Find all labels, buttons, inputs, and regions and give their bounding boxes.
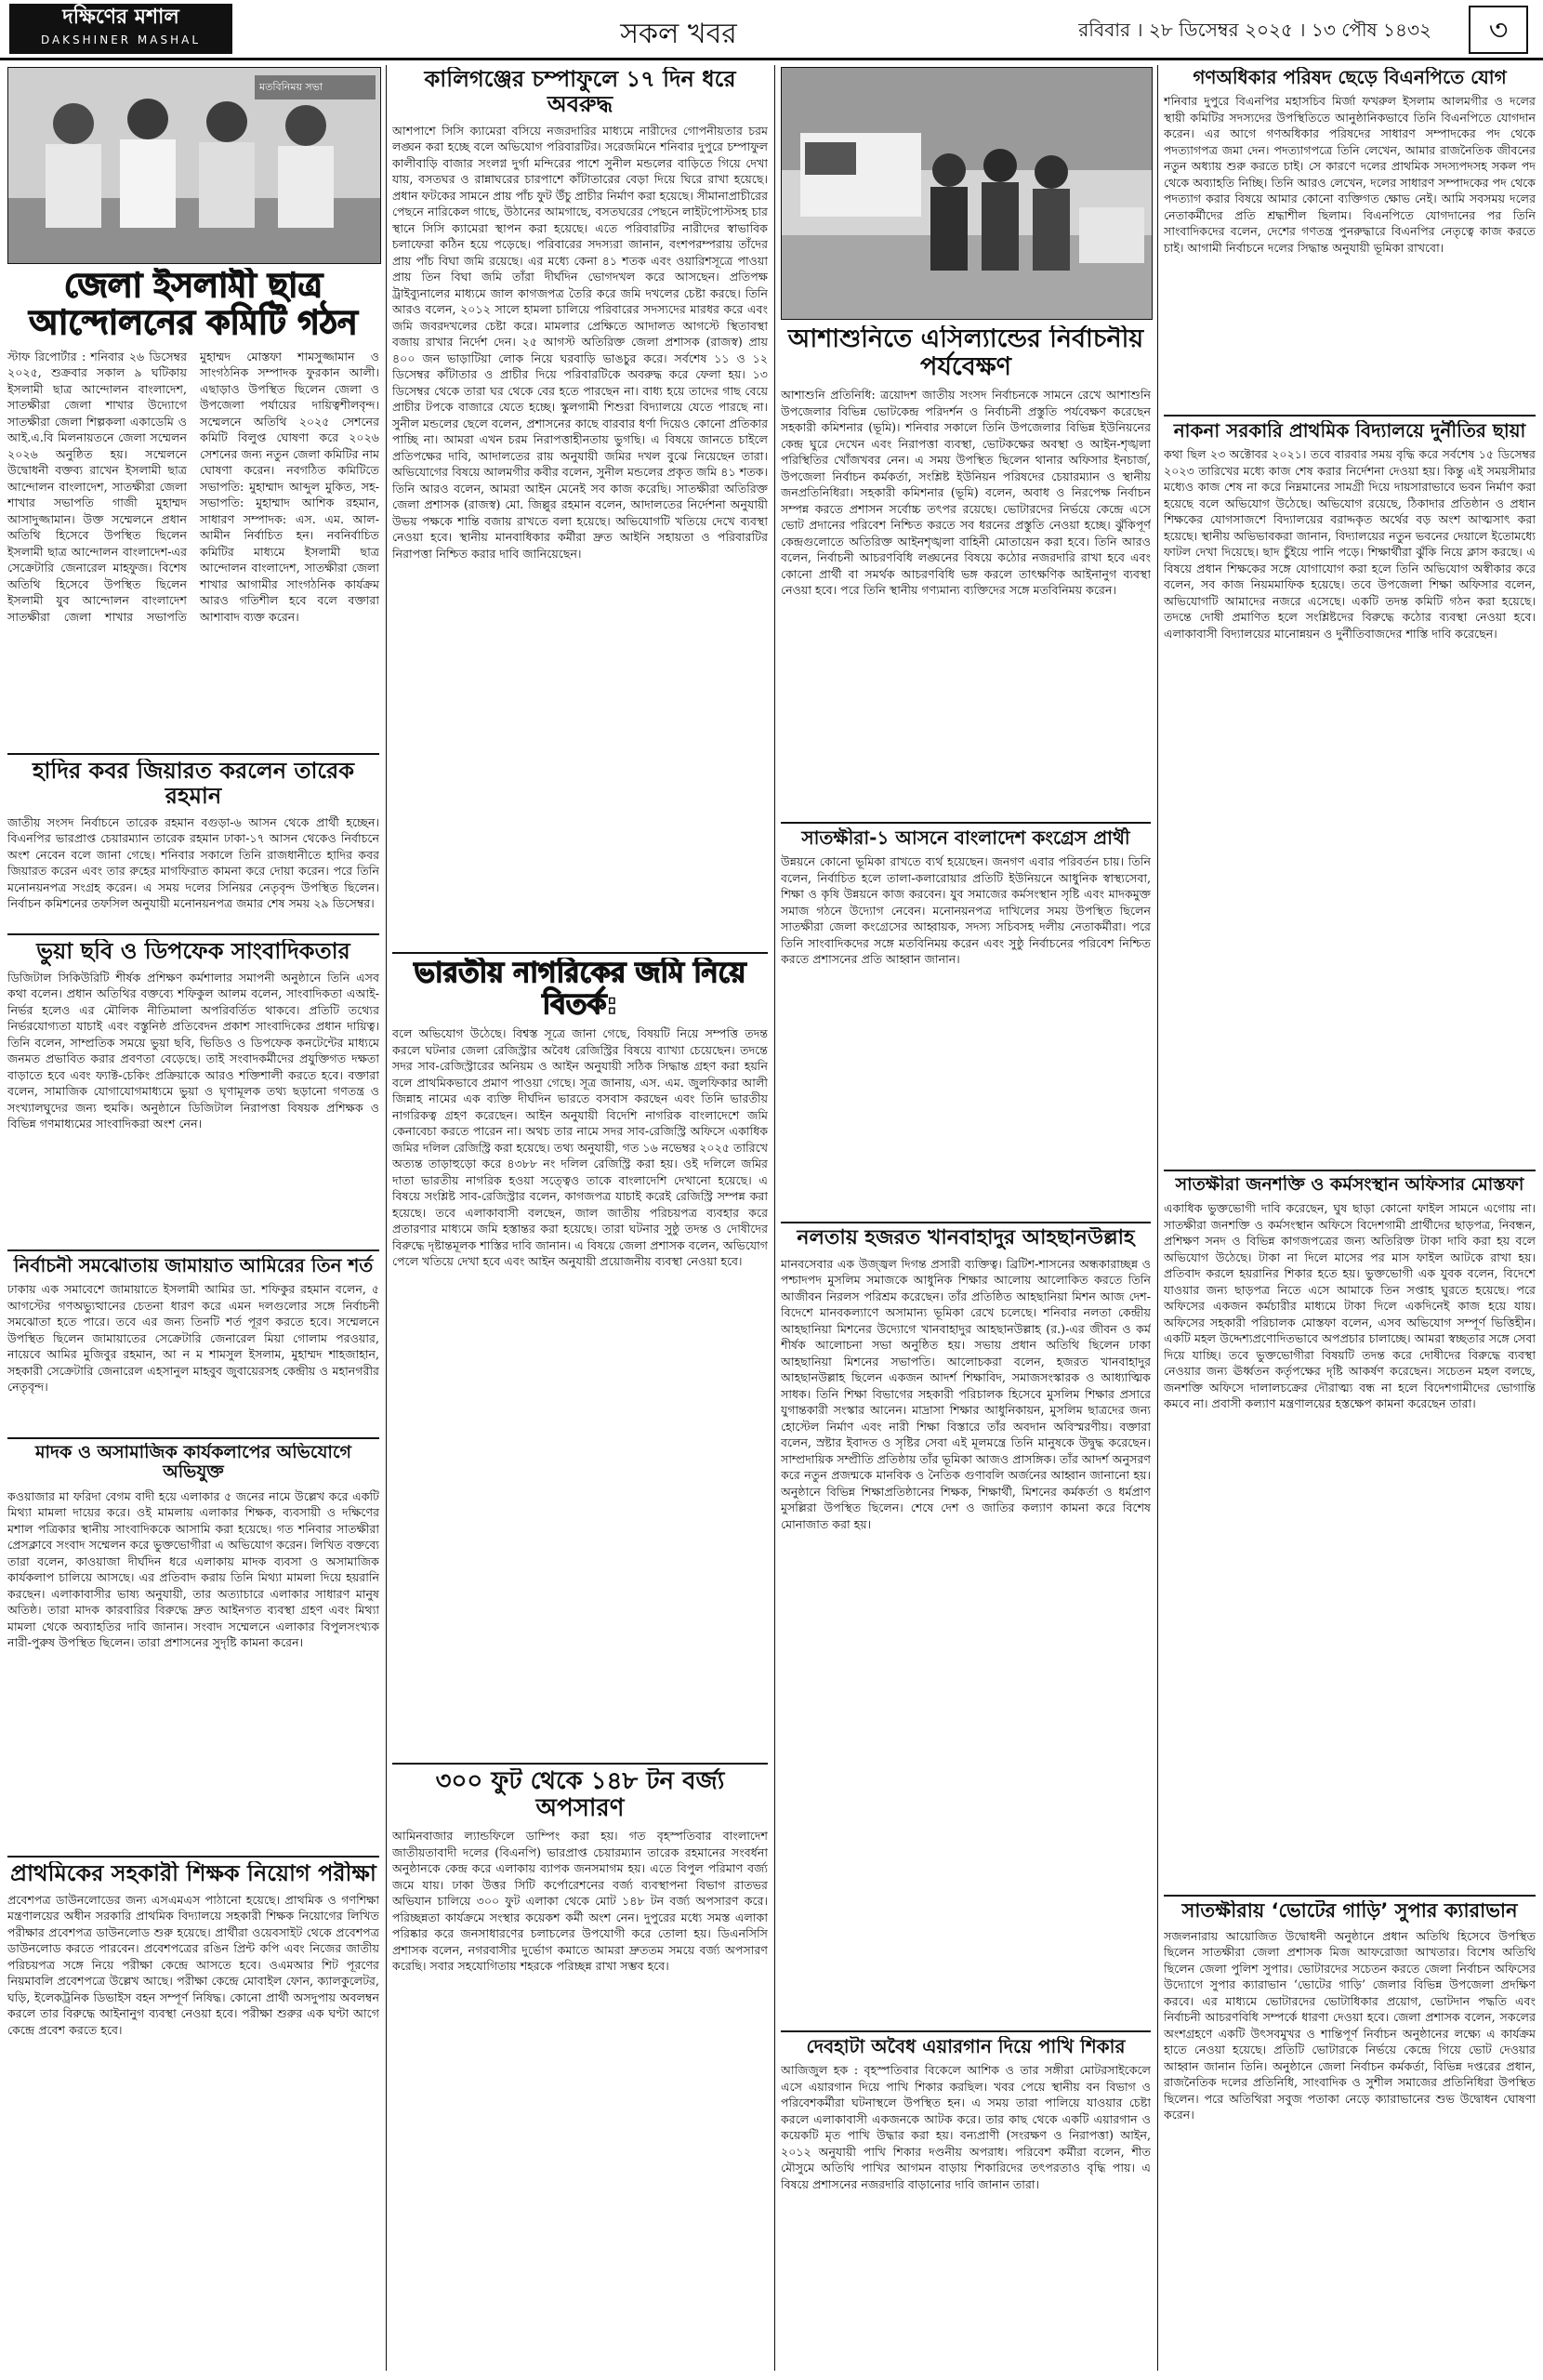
photo-banner-text: মতবিনিময় সভা [259, 81, 323, 93]
headline-madok: মাদক ও অসামাজিক কার্যকলাপের অভিযোগে অভিযুক্ত [35, 1443, 351, 1483]
story-divider [7, 1437, 379, 1439]
headline-kaliganj: কালিগঞ্জের চম্পাফুলে ১৭ দিন ধরে অবরুদ্ধ [424, 67, 736, 117]
body-borjo: আমিনবাজার ল্যান্ডফিলে ডাম্পিং করা হয়। গত বৃহস্পতিবার বাংলাদেশ জাতীয়তাবাদী দলের (বিএনপি) ভারপ্রাপ্ত চেয়ারম্যান তারেক রহমানের সংবর্ধনা অনুষ্ঠানকে কেন্দ্র করে এলাকায় ব্যাপক জনসমাগম হয়। এতে বিপুল পরিমাণ বর্জ্য জমে যায়। ঢাকা উত্তর সিটি কর্পোরেশনের বর্জ্য ব্যবস্থাপনা বিভাগ রাতভর অভিযান চালিয়ে ৩০০ ফুট এলাকা থেকে মোট ১৪৮ টন বর্জ্য অপসারণ করে। পরিচ্ছন্নতা কার্যক্রমে সংস্থার কয়েকশ কর্মী অংশ নেন। দুপুরের মধ্যে সমস্ত এলাকা পরিষ্কার করে জনসাধারণের চলাচলের উপযোগী করে তোলা হয়। ডিএনসিসি প্রশাসক বলেন, নগরবাসীর দুর্ভোগ কমাতে আমরা দ্রুততম সময়ে বর্জ্য অপসারণ করেছি। সবার সহযোগিতায় শহরকে পরিচ্ছন্ন রাখা সম্ভব হবে। [392, 1829, 768, 1974]
story-madok [7, 1443, 379, 1852]
headline-islami-chhatra: জেলা ইসলামী ছাত্র আন্দোলনের কমিটি গঠন [29, 268, 358, 343]
ashashuni-photo [781, 67, 1153, 320]
story-tarek-rahman [7, 759, 379, 930]
story-jonoshakti [1164, 1175, 1536, 1891]
story-nakna [1164, 420, 1536, 1166]
story-islami-chhatra [7, 268, 379, 749]
story-divider [392, 1763, 768, 1765]
story-ashashuni [781, 325, 1151, 818]
logo-english: DAKSHINER MASHAL [40, 33, 202, 46]
headline-tarek-rahman: হাদির কবর জিয়ারত করলেন তারেক রহমান [32, 759, 355, 809]
body-debhata: আজিজুল হক : বৃহস্পতিবার বিকেলে আশিক ও তার সঙ্গীরা মোটরসাইকেলে এসে এয়ারগান দিয়ে পাখি শিকার করছিল। খবর পেয়ে স্থানীয় বন বিভাগ ও পরিবেশকর্মীরা ঘটনাস্থলে উপস্থিত হন। এ সময় তারা পালিয়ে যাওয়ার চেষ্টা করলে এলাকাবাসী একজনকে আটক করে। তার কাছ থেকে একটি এয়ারগান ও কয়েকটি মৃত পাখি উদ্ধার করা হয়। বন্যপ্রাণী (সংরক্ষণ ও নিরাপত্তা) আইন, ২০১২ অনুযায়ী পাখি শিকার দণ্ডনীয় অপরাধ। পরিবেশ কর্মীরা বলেন, শীত মৌসুমে অতিথি পাখির আগমন বাড়ায় শিকারিদের তৎপরতাও বৃদ্ধি পায়। এ বিষয়ে প্রশাসনের নজরদারি বাড়ানোর দাবি জানান তারা। [781, 2063, 1151, 2191]
body-madok: কওয়াজার মা ফরিদা বেগম বাদী হয়ে এলাকার ৫ জনের নামে উল্লেখ করে একটি মিথ্যা মামলা দায়ের করে। ওই মামলায় এলাকার শিক্ষক, ব্যবসায়ী ও দক্ষিণের মশাল পত্রিকার স্থানীয় সাংবাদিককে আসামি করা হয়েছে। গত শনিবার সাতক্ষীরা প্রেসক্লাবে সংবাদ সম্মেলন করে ভুক্তভোগীরা এ অভিযোগ করেন। লিখিত বক্তব্যে তারা বলেন, কাওয়াজা দীর্ঘদিন ধরে এলাকায় মাদক ব্যবসা ও অসামাজিক কার্যকলাপ চালিয়ে আসছে। এর প্রতিবাদ করায় তিনি মিথ্যা মামলা দিয়ে হয়রানি করছেন। এলাকাবাসীর ভাষ্য অনুযায়ী, তার অত্যাচারে এলাকার সাধারণ মানুষ অতিষ্ঠ। তারা মাদক কারবারির বিরুদ্ধে দ্রুত আইনগত ব্যবস্থা গ্রহণ এবং মিথ্যা মামলা থেকে অব্যাহতির দাবি জানান। সংবাদ সম্মেলনে এলাকার বিপুলসংখ্যক নারী-পুরুষ উপস্থিত ছিলেন। তারা প্রশাসনের সুদৃষ্টি কামনা করেন। [7, 1488, 379, 1650]
story-hazrat [781, 1227, 1151, 2027]
story-bharatiyo [392, 958, 768, 1759]
headline-bharatiyo: ভারতীয় নাগরিকের জমি নিয়ে বিতর্ক: [414, 958, 746, 1021]
body-kaliganj: আশপাশে সিসি ক্যামেরা বসিয়ে নজরদারির মাধ্যমে নারীদের গোপনীয়তার চরম লঙ্ঘন করা হচ্ছে বলে অভিযোগ পরিবারটির। সরেজমিনে শনিবার দুপুরে চম্পাফুল কালীবাড়ি বাজার সংলগ্ন দুর্গা মন্দিরের পাশে সুনীল মন্ডলের বাড়িতে গিয়ে দেখা যায়, বসতঘর ও রান্নাঘরের চারপাশে কাঁটাতারের বেড়া দিয়ে ঘিরে রাখা হয়েছে। প্রধান ফটকের সামনে প্রায় পাঁচ ফুট উঁচু প্রাচীর নির্মাণ করা হয়েছে। সীমানাপ্রাচীরের পেছনে নারিকেল গাছে, উঠানের আমগাছে, বসতঘরের পেছনে লাইটপোস্টসহ চার স্থানে সিসি ক্যামেরা স্থাপন করা হয়েছে। এতে পরিবারটির নারীদের স্বাভাবিক চলাফেরা কঠিন হয়ে পড়েছে। পরিবারের সদস্যরা জানান, বংশপরম্পরায় তাঁদের প্রায় পাঁচ বিঘা জমি রয়েছে। এর মধ্যে কেনা ৪১ শতক এবং ওয়ারিশসূত্রে পাওয়া প্রায় তিন বিঘা জমি তাঁরা দীর্ঘদিন ভোগদখল করে আসছেন। প্রতিপক্ষ ট্রাইব্যুনালের মাধ্যমে জাল কাগজপত্র তৈরি করে জমি দখলের চেষ্টা করছে। তিনি আরও বলেন, ২০১২ সালে হামলা চালিয়ে পরিবারের সদস্যদের মারধর করে এবং জমি জবরদখলের চেষ্টা করে। মামলার প্রেক্ষিতে আদালত আগস্টে স্থিতাবস্থা বজায় রাখার নির্দেশ দেন। ২৫ আগস্ট অতিরিক্ত জেলা প্রশাসক (রাজস্ব) প্রায় ৪০০ জন ভাড়াটিয়া লোক নিয়ে ঘরবাড়ি ভাঙচুর করে। সর্বশেষ ১১ ও ১২ ডিসেম্বর কাঁটাতার ও প্রাচীর দিয়ে পরিবারটিকে অবরুদ্ধ করে ফেলা হয়। ১৩ ডিসেম্বর থেকে তারা ঘর থেকে বের হতে পারছেন না। বাধ্য হয়ে তাদের গাছ বেয়ে প্রাচীর টপকে বাজারে যেতে হচ্ছে। স্কুলগামী শিশুরা বিদ্যালয়ে যেতে পারছে না। সুনীল মন্ডলের ছেলে বলেন, প্রশাসনের কাছে বারবার ধর্ণা দিয়েও কোনো প্রতিকার পাচ্ছি না। আমরা এখন চরম নিরাপত্তাহীনতায় ভুগছি। এ বিষয়ে জানতে চাইলে প্রতিপক্ষের দাবি, আদালতের রায় অনুযায়ী জমির দখল বুঝে নিয়েছেন তারা। অভিযোগের বিষয়ে আলমগীর কবীর বলেন, সুনীল মন্ডলের প্রকৃত জমি ৪১ শতক। তিনি আরও বলেন, আমরা আইন মেনেই সব কাজ করেছি। সাতক্ষীরা অতিরিক্ত জেলা প্রশাসক (রাজস্ব) মো. জিল্লুর রহমান বলেন, আদালতের নির্দেশনা অনুযায়ী উভয় পক্ষকে শান্তি বজায় রাখতে বলা হয়েছে। অভিযোগটি খতিয়ে দেখে ব্যবস্থা নেওয়া হবে। স্থানীয় মানবাধিকার কর্মীরা দ্রুত আইনি সহায়তা ও পরিবারটির নিরাপত্তা নিশ্চিত করার দাবি জানিয়েছেন। [392, 123, 768, 561]
story-divider [1164, 1895, 1536, 1897]
body-ashashuni: আশাশুনি প্রতিনিধি: ত্রয়োদশ জাতীয় সংসদ নির্বাচনকে সামনে রেখে আশাশুনি উপজেলার বিভিন্ন ভোটকেন্দ্র পরিদর্শন ও নির্বাচনী প্রস্তুতি পর্যবেক্ষণ করেছেন সহকারী কমিশনার (ভূমি)। শনিবার সকালে তিনি উপজেলার বিভিন্ন ইউনিয়নের কেন্দ্র ঘুরে দেখেন এবং নিরাপত্তা ব্যবস্থা, ভোটকক্ষের অবস্থা ও আইন-শৃঙ্খলা পরিস্থিতির খোঁজখবর নেন। এ সময় উপস্থিত ছিলেন থানার অফিসার ইনচার্জ, উপজেলা নির্বাচন কর্মকর্তা, সংশ্লিষ্ট ইউনিয়ন পরিষদের চেয়ারম্যান ও স্থানীয় জনপ্রতিনিধিরা। সহকারী কমিশনার (ভূমি) বলেন, অবাধ ও নিরপেক্ষ নির্বাচন সম্পন্ন করতে প্রশাসন সর্বোচ্চ তৎপর রয়েছে। ভোটারদের নির্ভয়ে কেন্দ্রে এসে ভোট প্রদানের পরিবেশ নিশ্চিত করতে সব ধরনের প্রস্তুতি নেওয়া হচ্ছে। ঝুঁকিপূর্ণ কেন্দ্রগুলোতে অতিরিক্ত আইনশৃঙ্খলা বাহিনী মোতায়েন করা হবে। তিনি আরও বলেন, নির্বাচনী আচরণবিধি লঙ্ঘনের বিষয়ে কঠোর নজরদারি রাখা হবে এবং কোনো প্রার্থী বা সমর্থক আচরণবিধি ভঙ্গ করলে তাৎক্ষণিক আইনানুগ ব্যবস্থা নেওয়া হবে। পরে তিনি স্থানীয় গণ্যমান্য ব্যক্তিদের সঙ্গে মতবিনিময় করেন। [781, 388, 1151, 598]
story-divider [781, 1222, 1151, 1223]
headline-debhata: দেবহাটা অবৈধ এয়ারগান দিয়ে পাখি শিকার [806, 2036, 1126, 2057]
body-jamaat: ঢাকায় এক সমাবেশে জামায়াতে ইসলামী আমির ডা. শফিকুর রহমান বলেন, ৫ আগস্টের গণঅভ্যুত্থানের চেতনা ধারণ করে এমন দলগুলোর সঙ্গে নির্বাচনী সমঝোতা হতে পারে। তবে এর জন্য তিনটি শর্ত পূরণ করতে হবে। সম্মেলনে উপস্থিত ছিলেন জামায়াতের সেক্রেটারি জেনারেল মিয়া গোলাম পরওয়ার, নায়েবে আমির মুজিবুর রহমান, আ ন ম শামসুল ইসলাম, মুহাম্মদ শাহজাহান, সহকারী সেক্রেটারি জেনারেল এহসানুল মাহবুব জুবায়েরসহ কেন্দ্রীয় ও মহানগরীর নেতৃবৃন্দ। [7, 1282, 379, 1395]
body-bharatiyo: বলে অভিযোগ উঠেছে। বিশ্বস্ত সূত্রে জানা গেছে, বিষয়টি নিয়ে সম্পত্তি তদন্ত করলে ঘটনার জেলা রেজিস্ট্রার অবৈধ রেজিস্ট্রির বিষয়ে ব্যাখ্যা চেয়েছেন। তদন্তে সদর সাব-রেজিস্ট্রারের অনিয়ম ও আইন অনুযায়ী সঠিক সিদ্ধান্ত গ্রহণ করা হয়নি বলে প্রাথমিকভাবে প্রমাণ পাওয়া গেছে। সূত্র জানায়, এস. এম. জুলফিকার আলী জিন্নাহ নামের এক ব্যক্তি দীর্ঘদিন ভারতে বসবাস করছেন এবং তিনি ভারতীয় নাগরিকত্ব গ্রহণ করেছেন। আইন অনুযায়ী বিদেশি নাগরিক বাংলাদেশে জমি কেনাবেচা করতে পারেন না। অথচ তার নামে সদর সাব-রেজিস্ট্রি অফিসে একাধিক জমির দলিল রেজিস্ট্রি করা হয়েছে। তথ্য অনুযায়ী, গত ১৬ নভেম্বর ২০২৫ তারিখে অত্যন্ত তাড়াহুড়ো করে ৪৩৮৮ নং দলিল রেজিস্ট্রি করা হয়। ওই দলিলে জমির দাতা ভারতীয় নাগরিক হওয়া সত্ত্বেও তাকে বাংলাদেশি দেখানো হয়েছে। এ বিষয়ে সংশ্লিষ্ট সাব-রেজিস্ট্রার বলেন, কাগজপত্র যাচাই করেই রেজিস্ট্রি সম্পন্ন করা হয়েছে। তবে এলাকাবাসী বলছেন, জাল জাতীয় পরিচয়পত্র ব্যবহার করে প্রতারণার মাধ্যমে জমি হস্তান্তর করা হয়েছে। তারা ঘটনার সুষ্ঠু তদন্ত ও দোষীদের বিরুদ্ধে দৃষ্টান্তমূলক শাস্তির দাবি জানান। এ বিষয়ে জেলা প্রশাসক বলেন, অভিযোগ পেলে খতিয়ে দেখা হবে এবং আইন অনুযায়ী প্রয়োজনীয় ব্যবস্থা নেওয়া হবে। [392, 1026, 768, 1269]
column-rule [386, 65, 387, 2371]
story-jamaat [7, 1255, 379, 1434]
story-debhata [781, 2036, 1151, 2371]
column-rule [774, 65, 775, 2371]
story-divider [7, 1250, 379, 1251]
body-caravan: সজলনারায় আয়োজিত উদ্বোধনী অনুষ্ঠানে প্রধান অতিথি হিসেবে উপস্থিত ছিলেন সাতক্ষীরা জেলা প্রশাসক মিজ আফরোজা আখতার। বিশেষ অতিথি ছিলেন জেলা পুলিশ সুপার। ভোটারদের সচেতন করতে জেলা নির্বাচন অফিসের উদ্যোগে সুপার ক্যারাভান ‘ভোটের গাড়ি’ জেলার বিভিন্ন উপজেলা প্রদক্ষিণ করবে। এর মাধ্যমে ভোটারদের ভোটাধিকার প্রয়োগ, ভোটদান পদ্ধতি এবং নির্বাচনী আচরণবিধি সম্পর্কে ধারণা দেওয়া হবে। জেলা প্রশাসক বলেন, সকলের অংশগ্রহণে একটি উৎসবমুখর ও শান্তিপূর্ণ নির্বাচন অনুষ্ঠানের লক্ষ্যে এ কার্যক্রম হাতে নেওয়া হয়েছে। প্রতিটি ভোটারকে নির্ভয়ে কেন্দ্রে গিয়ে ভোট দেওয়ার আহ্বান জানান তিনি। অনুষ্ঠানে জেলা নির্বাচন কর্মকর্তা, বিভিন্ন দপ্তরের প্রধান, রাজনৈতিক দলের প্রতিনিধি, সাংবাদিক ও সুশীল সমাজের প্রতিনিধিরা উপস্থিত ছিলেন। পরে অতিথিরা সবুজ পতাকা নেড়ে ক্যারাভানের শুভ উদ্বোধন ঘোষণা করেন। [1164, 1928, 1536, 2122]
newspaper-logo [9, 4, 232, 54]
headline-nakna: নাকনা সরকারি প্রাথমিক বিদ্যালয়ে দুর্নীতির ছায়া [1173, 420, 1526, 442]
story-divider [1164, 1170, 1536, 1171]
masthead [0, 0, 1543, 60]
dateline: রবিবার । ২৮ ডিসেম্বর ২০২৫ । ১৩ পৌষ ১৪৩২ [1078, 19, 1431, 41]
story-kaliganj [392, 67, 768, 948]
story-congress [781, 827, 1151, 1218]
story-divider [7, 1856, 379, 1858]
body-jonoshakti: একাধিক ভুক্তভোগী দাবি করেছেন, ঘুষ ছাড়া কোনো ফাইল সামনে এগোয় না। সাতক্ষীরা জনশক্তি ও কর্মসংস্থান অফিসে বিদেশগামী প্রার্থীদের ছাড়পত্র, নিবন্ধন, প্রশিক্ষণ সনদ ও বিভিন্ন কাগজপত্রের জন্য অতিরিক্ত টাকা দাবি করা হয় বলে অভিযোগ উঠেছে। টাকা না দিলে মাসের পর মাস ফাইল আটকে রাখা হয়। প্রতিবাদ করলে হয়রানির শিকার হতে হয়। ভুক্তভোগী এক যুবক বলেন, বিদেশে যাওয়ার জন্য ছাড়পত্র নিতে এসে আমাকে তিন সপ্তাহ ঘুরতে হয়েছে। পরে অফিসের একজন কর্মচারীর মাধ্যমে টাকা দিলে একদিনেই কাজ হয়ে যায়। অফিসের সহকারী পরিচালক মোস্তফা বলেন, এসব অভিযোগ সম্পূর্ণ ভিত্তিহীন। একটি মহল উদ্দেশ্যপ্রণোদিতভাবে অপপ্রচার চালাচ্ছে। আমরা স্বচ্ছতার সঙ্গে সেবা দিয়ে যাচ্ছি। তবে ভুক্তভোগীরা বিষয়টি তদন্ত করে দোষীদের বিরুদ্ধে ব্যবস্থা নেওয়ার জন্য ঊর্ধ্বতন কর্তৃপক্ষের দৃষ্টি আকর্ষণ করেছেন। সচেতন মহল বলছে, জনশক্তি অফিসে দালালচক্রের দৌরাত্ম্য বন্ধ না হলে বিদেশগামীদের ভোগান্তি কমবে না। প্রবাসী কল্যাণ মন্ত্রণালয়ের হস্তক্ষেপ কামনা করেছেন তারা। [1164, 1201, 1536, 1411]
islami-chhatra-photo-illustration [8, 68, 380, 263]
headline-hazrat: নলতায় হজরত খানবাহাদুর আহছানউল্লাহ [797, 1227, 1135, 1250]
column-rule [1157, 65, 1158, 2371]
headline-jamaat: নির্বাচনী সমঝোতায় জামায়াত আমিরের তিন শর্ত [13, 1255, 374, 1276]
story-shikkhok [7, 1861, 379, 2371]
section-title: সকল খবর [620, 18, 737, 50]
body-gonoodhikar: শনিবার দুপুরে বিএনপির মহাসচিব মির্জা ফখরুল ইসলাম আলমগীর ও দলের স্থায়ী কমিটির সদস্যদের উপস্থিতিতে আনুষ্ঠানিকভাবে তিনি বিএনপিতে যোগদান করেন। এর আগে গণঅধিকার পরিষদের সাধারণ সম্পাদকের পদ থেকে পদত্যাগপত্র জমা দেন। পদত্যাগপত্রে তিনি লেখেন, আমার রাজনৈতিক জীবনের নতুন অধ্যায় শুরু করতে চাই। সে কারণে দলের প্রাথমিক সদস্যপদসহ সকল পদ থেকে অব্যাহতি নিচ্ছি। তিনি আরও লেখেন, দলের সাধারণ সম্পাদকের পদ থেকে পদত্যাগ করার বিষয়ে আমার কোনো ব্যক্তিগত ক্ষোভ নেই। আমি সবসময় দলের নেতাকর্মীদের প্রতি শ্রদ্ধাশীল ছিলাম। বিএনপিতে যোগদানের পর তিনি সাংবাদিকদের বলেন, দেশের গণতন্ত্র পুনরুদ্ধারে বিএনপির নেতৃত্বে কাজ করতে চাই। আগামী নির্বাচনে দলের সিদ্ধান্ত অনুযায়ী ভূমিকা রাখবো। [1164, 94, 1536, 255]
headline-jonoshakti: সাতক্ষীরা জনশক্তি ও কর্মসংস্থান অফিসার মোস্তফা [1175, 1175, 1524, 1195]
headline-caravan: সাতক্ষীরায় ‘ভোটের গাড়ি’ সুপার ক্যারাভান [1181, 1900, 1518, 1922]
ashashuni-photo-illustration [782, 68, 1152, 319]
headline-shikkhok: প্রাথমিকের সহকারী শিক্ষক নিয়োগ পরীক্ষা [10, 1861, 376, 1886]
headline-borjo: ৩০০ ফুট থেকে ১৪৮ টন বর্জ্য অপসারণ [435, 1768, 725, 1823]
headline-gonoodhikar: গণঅধিকার পরিষদ ছেড়ে বিএনপিতে যোগ [1193, 67, 1507, 88]
body-islami-chhatra: স্টাফ রিপোর্টার : শনিবার ২৬ ডিসেম্বর ২০২৫, শুক্রবার সকাল ৯ ঘটিকায় ইসলামী ছাত্র আন্দোলন বাংলাদেশ, সাতক্ষীরা জেলা শাখার উদ্যোগে সাতক্ষীরা জেলা শিল্পকলা একাডেমি ও আই.এ.বি মিলনায়তনে জেলা সম্মেলন ২০২৬ অনুষ্ঠিত হয়। সম্মেলনে উদ্বোধনী বক্তব্য রাখেন ইসলামী ছাত্র আন্দোলন বাংলাদেশ, সাতক্ষীরা জেলা শাখার সভাপতি গাজী মুহাম্মদ আসাদুজ্জামান। উক্ত সম্মেলনে প্রধান অতিথি হিসেবে উপস্থিত ছিলেন ইসলামী ছাত্র আন্দোলন বাংলাদেশ-এর সেক্রেটারি জেনারেল মাহফুজ। বিশেষ অতিথি হিসেবে উপস্থিত ছিলেন ইসলামী যুব আন্দোলন বাংলাদেশ সাতক্ষীরা জেলা শাখার সভাপতি মুহাম্মদ মোস্তফা শামসুজ্জামান ও সাংগঠনিক সম্পাদক ফুরকান আলী। এছাড়াও উপস্থিত ছিলেন জেলা ও উপজেলা পর্যায়ের দায়িত্বশীলবৃন্দ। সম্মেলনে অতিথি ২০২৫ সেশনের কমিটি বিলুপ্ত ঘোষণা করে ২০২৬ সেশনের জন্য নতুন জেলা কমিটির নাম ঘোষণা করেন। নবগঠিত কমিটিতে সভাপতি: মুহাম্মাদ আব্দুল মুকিত, সহ-সভাপতি: মুহাম্মাদ আশিক রহমান, সাধারণ সম্পাদক: এস. এম. আল-আমীন নির্বাচিত হন। নবনির্বাচিত কমিটির মাধ্যমে ইসলামী ছাত্র আন্দোলন বাংলাদেশ, সাতক্ষীরা জেলা শাখার আগামীর সাংগঠনিক কার্যক্রম আরও গতিশীল হবে বলে বক্তারা আশাবাদ ব্যক্ত করেন। [7, 349, 379, 624]
islami-chhatra-photo [7, 67, 381, 264]
body-shikkhok: প্রবেশপত্র ডাউনলোডের জন্য এসএমএস পাঠানো হয়েছে। প্রাথমিক ও গণশিক্ষা মন্ত্রণালয়ের অধীন সরকারি প্রাথমিক বিদ্যালয়ে সহকারী শিক্ষক নিয়োগের লিখিত পরীক্ষার প্রবেশপত্র ডাউনলোড শুরু হয়েছে। প্রার্থীরা ওয়েবসাইট থেকে প্রবেশপত্র ডাউনলোড করতে পারবেন। প্রবেশপত্রের রঙিন প্রিন্ট কপি এবং নিজের জাতীয় পরিচয়পত্র সঙ্গে নিয়ে পরীক্ষা কেন্দ্রে আসতে হবে। ওএমআর শিট পূরণের নিয়মাবলি প্রবেশপত্রে উল্লেখ আছে। পরীক্ষা কেন্দ্রে মোবাইল ফোন, ক্যালকুলেটর, ঘড়ি, ইলেকট্রনিক ডিভাইস বহন সম্পূর্ণ নিষিদ্ধ। কোনো প্রার্থী অসদুপায় অবলম্বন করলে তার বিরুদ্ধে আইনানুগ ব্যবস্থা নেওয়া হবে। পরীক্ষা শুরুর এক ঘণ্টা আগে কেন্দ্রে প্রবেশ করতে হবে। [7, 1892, 379, 2037]
story-caravan [1164, 1900, 1536, 2371]
story-divider [781, 2030, 1151, 2032]
body-nakna: কথা ছিল ২৩ অক্টোবর ২০২১। তবে বারবার সময় বৃদ্ধি করে সর্বশেষ ১৫ ডিসেম্বর ২০২৩ তারিখের মধ্যে কাজ শেষ করার নির্দেশনা দেওয়া হয়। কিন্তু এই সময়সীমার মধ্যেও কাজ শেষ না করে নিম্নমানের সামগ্রী দিয়ে দায়সারাভাবে ভবন নির্মাণ করা হয়েছে বলে অভিযোগ উঠেছে। অভিযোগ রয়েছে, ঠিকাদার প্রতিষ্ঠান ও প্রধান শিক্ষকের যোগসাজশে বিদ্যালয়ের বরাদ্দকৃত অর্থের বড় অংশ আত্মসাৎ করা হয়েছে। স্থানীয় অভিভাবকরা জানান, বিদ্যালয়ের নতুন ভবনের দেয়ালে ইতোমধ্যে ফাটল দেখা দিয়েছে। ছাদ চুঁইয়ে পানি পড়ে। শিক্ষার্থীরা ঝুঁকি নিয়ে ক্লাস করছে। এ বিষয়ে প্রধান শিক্ষকের সঙ্গে যোগাযোগ করা হলে তিনি অভিযোগ অস্বীকার করে বলেন, সব কাজ নিয়মমাফিক হয়েছে। তবে উপজেলা শিক্ষা অফিসার বলেন, অভিযোগটি আমাদের নজরে এসেছে। একটি তদন্ত কমিটি গঠন করা হয়েছে। তদন্তে দোষী প্রমাণিত হলে সংশ্লিষ্টদের বিরুদ্ধে কঠোর ব্যবস্থা নেওয়া হবে। এলাকাবাসী বিদ্যালয়ের মানোন্নয়ন ও দুর্নীতিবাজদের শাস্তি দাবি করেছেন। [1164, 447, 1536, 641]
story-gonoodhikar [1164, 67, 1536, 411]
story-deepfake [7, 939, 379, 1246]
body-congress: উন্নয়নে কোনো ভূমিকা রাখতে ব্যর্থ হয়েছেন। জনগণ এবার পরিবর্তন চায়। তিনি বলেন, নির্বাচিত হলে তালা-কলারোয়ার প্রতিটি ইউনিয়নে আধুনিক স্বাস্থ্যসেবা, শিক্ষা ও কৃষি উন্নয়নে কাজ করবেন। যুব সমাজের কর্মসংস্থান সৃষ্টি এবং মাদকমুক্ত সমাজ গঠনে উদ্যোগ নেবেন। মনোনয়নপত্র দাখিলের সময় উপস্থিত ছিলেন সাতক্ষীরা জেলা কংগ্রেসের আহ্বায়ক, সদস্য সচিবসহ দলীয় নেতাকর্মীরা। পরে তিনি সাংবাদিকদের সঙ্গে মতবিনিময় করেন এবং সুষ্ঠু নির্বাচনের পরিবেশ নিশ্চিত করতে প্রশাসনের প্রতি আহ্বান জানান। [781, 854, 1151, 967]
headline-congress: সাতক্ষীরা-১ আসনে বাংলাদেশ কংগ্রেস প্রার্থী [801, 827, 1130, 849]
story-borjo [392, 1768, 768, 2371]
logo-bengali: দক্ষিণের মশাল [62, 6, 179, 29]
story-divider [7, 933, 379, 935]
body-hazrat: মানবসেবার এক উজ্জ্বল দিগন্ত প্রসারী ব্যক্তিত্ব। ব্রিটিশ-শাসনের অন্ধকারাচ্ছন্ন ও পশ্চাদপদ মুসলিম সমাজকে আধুনিক শিক্ষার আলোয় আলোকিত করতে তিনি আজীবন নিরলস পরিশ্রম করেছেন। তাঁর প্রতিষ্ঠিত আহছানিয়া মিশন আজ দেশ-বিদেশে মানবকল্যাণে অসামান্য ভূমিকা রেখে চলেছে। শনিবার নলতা কেন্দ্রীয় আহছানিয়া মিশনের উদ্যোগে খানবাহাদুর আহছানউল্লাহ (র.)-এর জীবন ও কর্ম শীর্ষক আলোচনা সভা অনুষ্ঠিত হয়। সভায় প্রধান অতিথি ছিলেন ঢাকা আহছানিয়া মিশনের সভাপতি। আলোচকরা বলেন, হজরত খানবাহাদুর আহছানউল্লাহ ছিলেন একজন আদর্শ শিক্ষাবিদ, সমাজসংস্কারক ও আধ্যাত্মিক সাধক। তিনি শিক্ষা বিভাগের সহকারী পরিচালক হিসেবে মুসলিম শিক্ষার প্রসারে যুগান্তকারী সংস্কার আনেন। মাদ্রাসা শিক্ষার আধুনিকায়ন, মুসলিম ছাত্রদের জন্য হোস্টেল নির্মাণ এবং নারী শিক্ষা বিস্তারে তাঁর অবদান অবিস্মরণীয়। বক্তারা বলেন, স্রষ্টার ইবাদত ও সৃষ্টির সেবা এই মূলমন্ত্রে তিনি মানুষকে উদ্বুদ্ধ করেছেন। সাম্প্রদায়িক সম্প্রীতি প্রতিষ্ঠায় তাঁর ভূমিকা আজও প্রাসঙ্গিক। তাঁর আদর্শ অনুসরণ করে নতুন প্রজন্মকে মানবিক ও নৈতিক গুণাবলি অর্জনের আহ্বান জানানো হয়। অনুষ্ঠানে বিভিন্ন শিক্ষাপ্রতিষ্ঠানের শিক্ষক, শিক্ষার্থী, মিশনের কর্মকর্তা ও ধর্মপ্রাণ মুসল্লিরা উপস্থিত ছিলেন। শেষে দেশ ও জাতির কল্যাণ কামনা করে বিশেষ মোনাজাত করা হয়। [781, 1256, 1151, 1531]
story-divider [781, 822, 1151, 824]
headline-ashashuni: আশাশুনিতে এসিল্যান্ডের নির্বাচনীয় পর্যবেক্ষণ [787, 325, 1144, 382]
body-tarek-rahman: জাতীয় সংসদ নির্বাচনে তারেক রহমান বগুড়া-৬ আসন থেকে প্রার্থী হচ্ছেন। বিএনপির ভারপ্রাপ্ত চেয়ারম্যান তারেক রহমান ঢাকা-১৭ আসন থেকেও নির্বাচনে অংশ নেবেন বলে জানা গেছে। শনিবার সকালে তিনি রাজধানীতে হাদির কবর জিয়ারত করেন এবং তার রুহের মাগফিরাত কামনা করে দোয়া করেন। পরে তিনি মনোনয়নপত্র সংগ্রহ করেন। এ সময় দলের সিনিয়র নেতৃবৃন্দ উপস্থিত ছিলেন। নির্বাচন কমিশনের তফসিল অনুযায়ী মনোনয়নপত্র জমার শেষ সময় ২৯ ডিসেম্বর। [7, 814, 379, 911]
story-divider [1164, 415, 1536, 416]
story-divider [7, 753, 379, 755]
page-number: ৩ [1469, 6, 1528, 54]
body-deepfake: ডিজিটাল সিকিউরিটি শীর্ষক প্রশিক্ষণ কর্মশালার সমাপনী অনুষ্ঠানে তিনি এসব কথা বলেন। প্রধান অতিথির বক্তব্যে শফিকুল আলম বলেন, সাংবাদিকতা এআই-নির্ভর হলেও এর মৌলিক নীতিমালা অপরিবর্তিত থাকবে। প্রতিটি তথ্যের নির্ভরযোগ্যতা যাচাই এবং বস্তুনিষ্ঠ প্রতিবেদন প্রকাশ সাংবাদিকের প্রধান দায়িত্ব। তিনি বলেন, সাম্প্রতিক সময়ে ভুয়া ছবি, ভিডিও ও ডিপফেক কনটেন্টের মাধ্যমে জনমত প্রভাবিত করার প্রবণতা বেড়েছে। তাই সংবাদকর্মীদের প্রযুক্তিগত দক্ষতা বাড়াতে হবে এবং ফ্যাক্ট-চেকিং প্রক্রিয়াকে আরও শক্তিশালী করতে হবে। বক্তারা বলেন, সামাজিক যোগাযোগমাধ্যমে ভুয়া ও ঘৃণামূলক তথ্য ছড়ানো গণতন্ত্র ও সংখ্যালঘুদের জন্য হুমকি। অনুষ্ঠানে ডিজিটাল নিরাপত্তা বিষয়ক প্রশিক্ষক ও বিভিন্ন গণমাধ্যমের সাংবাদিকরা অংশ নেন। [7, 970, 379, 1131]
story-divider [392, 952, 768, 954]
headline-deepfake: ভুয়া ছবি ও ডিপফেক সাংবাদিকতার [36, 939, 350, 964]
